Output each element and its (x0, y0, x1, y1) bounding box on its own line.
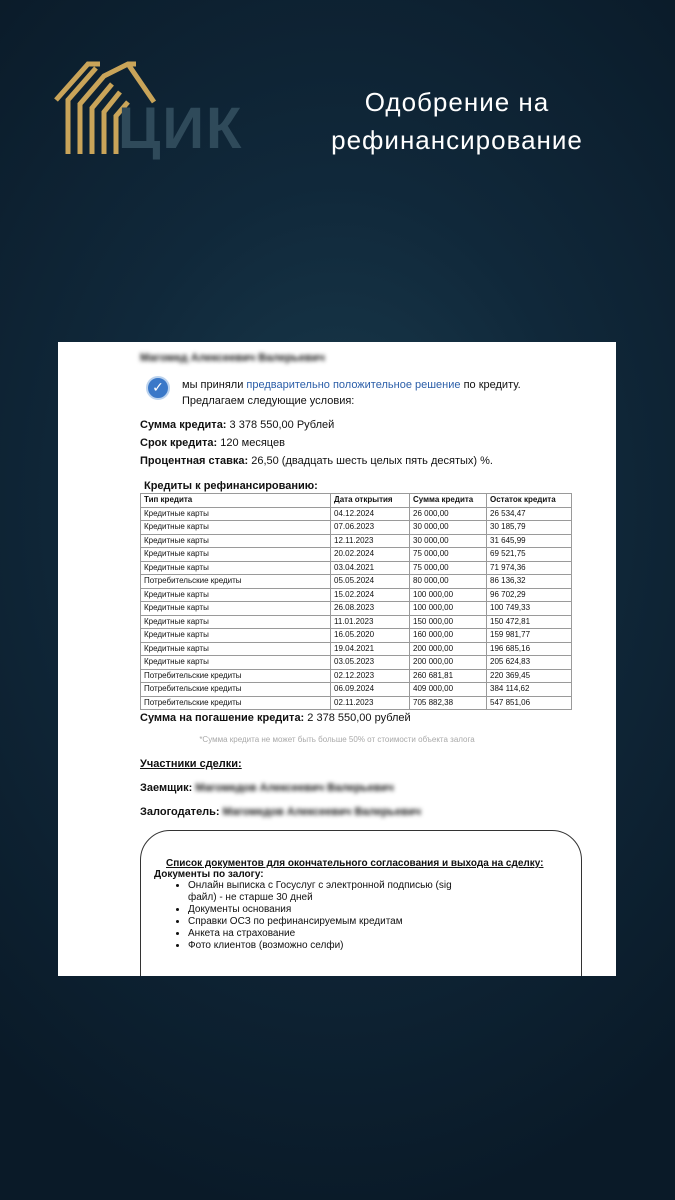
table-cell: 75 000,00 (410, 561, 487, 575)
brand-logo-text: ЦИК (118, 96, 244, 161)
list-item: • Анкета на страхование (188, 928, 478, 940)
table-cell: Кредитные карты (141, 642, 331, 656)
refinance-table (140, 493, 572, 710)
table-cell: 80 000,00 (410, 575, 487, 589)
table-cell: Кредитные карты (141, 548, 331, 562)
table-cell: 150 000,00 (410, 615, 487, 629)
table-cell: 30 000,00 (410, 534, 487, 548)
approval-document (58, 342, 616, 976)
decision-link: предварительно положительное решение (246, 379, 461, 391)
table-row (141, 615, 572, 629)
table-row (141, 669, 572, 683)
table-cell: 196 685,16 (487, 642, 572, 656)
table-row (141, 575, 572, 589)
column-header: Дата открытия (331, 494, 410, 508)
borrower-name-redacted: Магомедов Алексеевич Валерьевич (195, 782, 394, 794)
table-cell: 31 645,99 (487, 534, 572, 548)
table-cell: 69 521,75 (487, 548, 572, 562)
table-cell: 26 000,00 (410, 507, 487, 521)
table-cell: Кредитные карты (141, 629, 331, 643)
table-row (141, 602, 572, 616)
decision-text: мы приняли предварительно положительное решение по кредиту. Предлагаем следующие условия: (182, 379, 521, 407)
table-cell: 100 000,00 (410, 602, 487, 616)
pledger-line: Залогодатель: Магомедов Алексеевич Валерьевич (140, 806, 421, 818)
table-cell: 100 000,00 (410, 588, 487, 602)
table-cell: 159 981,77 (487, 629, 572, 643)
table-cell: Кредитные карты (141, 507, 331, 521)
table-cell: 200 000,00 (410, 656, 487, 670)
table-cell: 160 000,00 (410, 629, 487, 643)
parties-title: Участники сделки: (140, 758, 242, 770)
table-row (141, 561, 572, 575)
documents-list (170, 880, 478, 952)
table-cell: 205 624,83 (487, 656, 572, 670)
table-row (141, 629, 572, 643)
pledger-name-redacted: Магомедов Алексеевич Валерьевич (222, 806, 421, 818)
list-item: • Документы основания (188, 904, 478, 916)
table-cell: Потребительские кредиты (141, 575, 331, 589)
table-cell: 12.11.2023 (331, 534, 410, 548)
table-cell: 547 851,06 (487, 696, 572, 710)
table-cell: 03.05.2023 (331, 656, 410, 670)
table-cell: 220 369,45 (487, 669, 572, 683)
table-row (141, 696, 572, 710)
table-cell: 26 534,47 (487, 507, 572, 521)
table-cell: 96 702,29 (487, 588, 572, 602)
table-cell: 02.12.2023 (331, 669, 410, 683)
table-cell: 26.08.2023 (331, 602, 410, 616)
loan-terms (140, 416, 493, 470)
table-row (141, 534, 572, 548)
table-cell: 04.12.2024 (331, 507, 410, 521)
borrower-line: Заемщик: Магомедов Алексеевич Валерьевич (140, 782, 394, 794)
table-cell: 71 974,36 (487, 561, 572, 575)
table-cell: 07.06.2023 (331, 521, 410, 535)
list-item: • Онлайн выписка с Госуслуг с электронной подписью (sig файл) - не старше 30 дней (188, 880, 478, 904)
table-cell: 05.05.2024 (331, 575, 410, 589)
table-cell: 705 882,38 (410, 696, 487, 710)
table-cell: 260 681,81 (410, 669, 487, 683)
table-row (141, 507, 572, 521)
table-cell: Кредитные карты (141, 521, 331, 535)
column-header: Тип кредита (141, 494, 331, 508)
loan-term: Срок кредита: 120 месяцев (140, 437, 285, 449)
page-headline (292, 84, 622, 159)
refinance-table-title: Кредиты к рефинансированию: (144, 480, 318, 492)
table-cell: 16.05.2020 (331, 629, 410, 643)
table-cell: Кредитные карты (141, 534, 331, 548)
table-row (141, 521, 572, 535)
table-cell: 20.02.2024 (331, 548, 410, 562)
list-item: • Фото клиентов (возможно селфи) (188, 940, 478, 952)
table-cell: 11.01.2023 (331, 615, 410, 629)
table-cell: 384 114,62 (487, 683, 572, 697)
recipient-name-redacted: Магомед Алексеевич Валерьевич (140, 352, 325, 364)
table-cell: 03.04.2021 (331, 561, 410, 575)
table-cell: 19.04.2021 (331, 642, 410, 656)
table-cell: Кредитные карты (141, 561, 331, 575)
table-row (141, 548, 572, 562)
table-cell: 15.02.2024 (331, 588, 410, 602)
documents-title: Список документов для окончательного согласования и выхода на сделку: (166, 858, 544, 869)
table-cell: 02.11.2023 (331, 696, 410, 710)
table-cell: 200 000,00 (410, 642, 487, 656)
table-cell: 30 185,79 (487, 521, 572, 535)
table-header-row (141, 494, 572, 508)
table-cell: Кредитные карты (141, 588, 331, 602)
table-row (141, 656, 572, 670)
table-cell: Потребительские кредиты (141, 683, 331, 697)
table-cell: 06.09.2024 (331, 683, 410, 697)
table-cell: Потребительские кредиты (141, 696, 331, 710)
table-cell: Кредитные карты (141, 615, 331, 629)
collateral-note: *Сумма кредита не может быть больше 50% от стоимости объекта залога (199, 735, 475, 744)
table-cell: 30 000,00 (410, 521, 487, 535)
column-header: Сумма кредита (410, 494, 487, 508)
table-cell: 100 749,33 (487, 602, 572, 616)
table-cell: 409 000,00 (410, 683, 487, 697)
list-item: • Справки ОСЗ по рефинансируемым кредитам (188, 916, 478, 928)
table-cell: Кредитные карты (141, 602, 331, 616)
table-cell: 86 136,32 (487, 575, 572, 589)
table-row (141, 642, 572, 656)
table-row (141, 683, 572, 697)
checkmark-icon: ✓ (146, 376, 170, 400)
payoff-amount: Сумма на погашение кредита: 2 378 550,00 рублей (140, 712, 411, 724)
column-header: Остаток кредита (487, 494, 572, 508)
table-cell: Кредитные карты (141, 656, 331, 670)
headline-line-2: рефинансирование (331, 124, 583, 155)
table-cell: Потребительские кредиты (141, 669, 331, 683)
interest-rate: Процентная ставка: 26,50 (двадцать шесть целых пять десятых) %. (140, 455, 493, 467)
documents-subtitle: Документы по залогу: (154, 869, 264, 880)
table-cell: 75 000,00 (410, 548, 487, 562)
table-row (141, 588, 572, 602)
headline-line-1: Одобрение на (364, 87, 550, 117)
table-cell: 150 472,81 (487, 615, 572, 629)
loan-amount: Сумма кредита: 3 378 550,00 Рублей (140, 419, 335, 431)
